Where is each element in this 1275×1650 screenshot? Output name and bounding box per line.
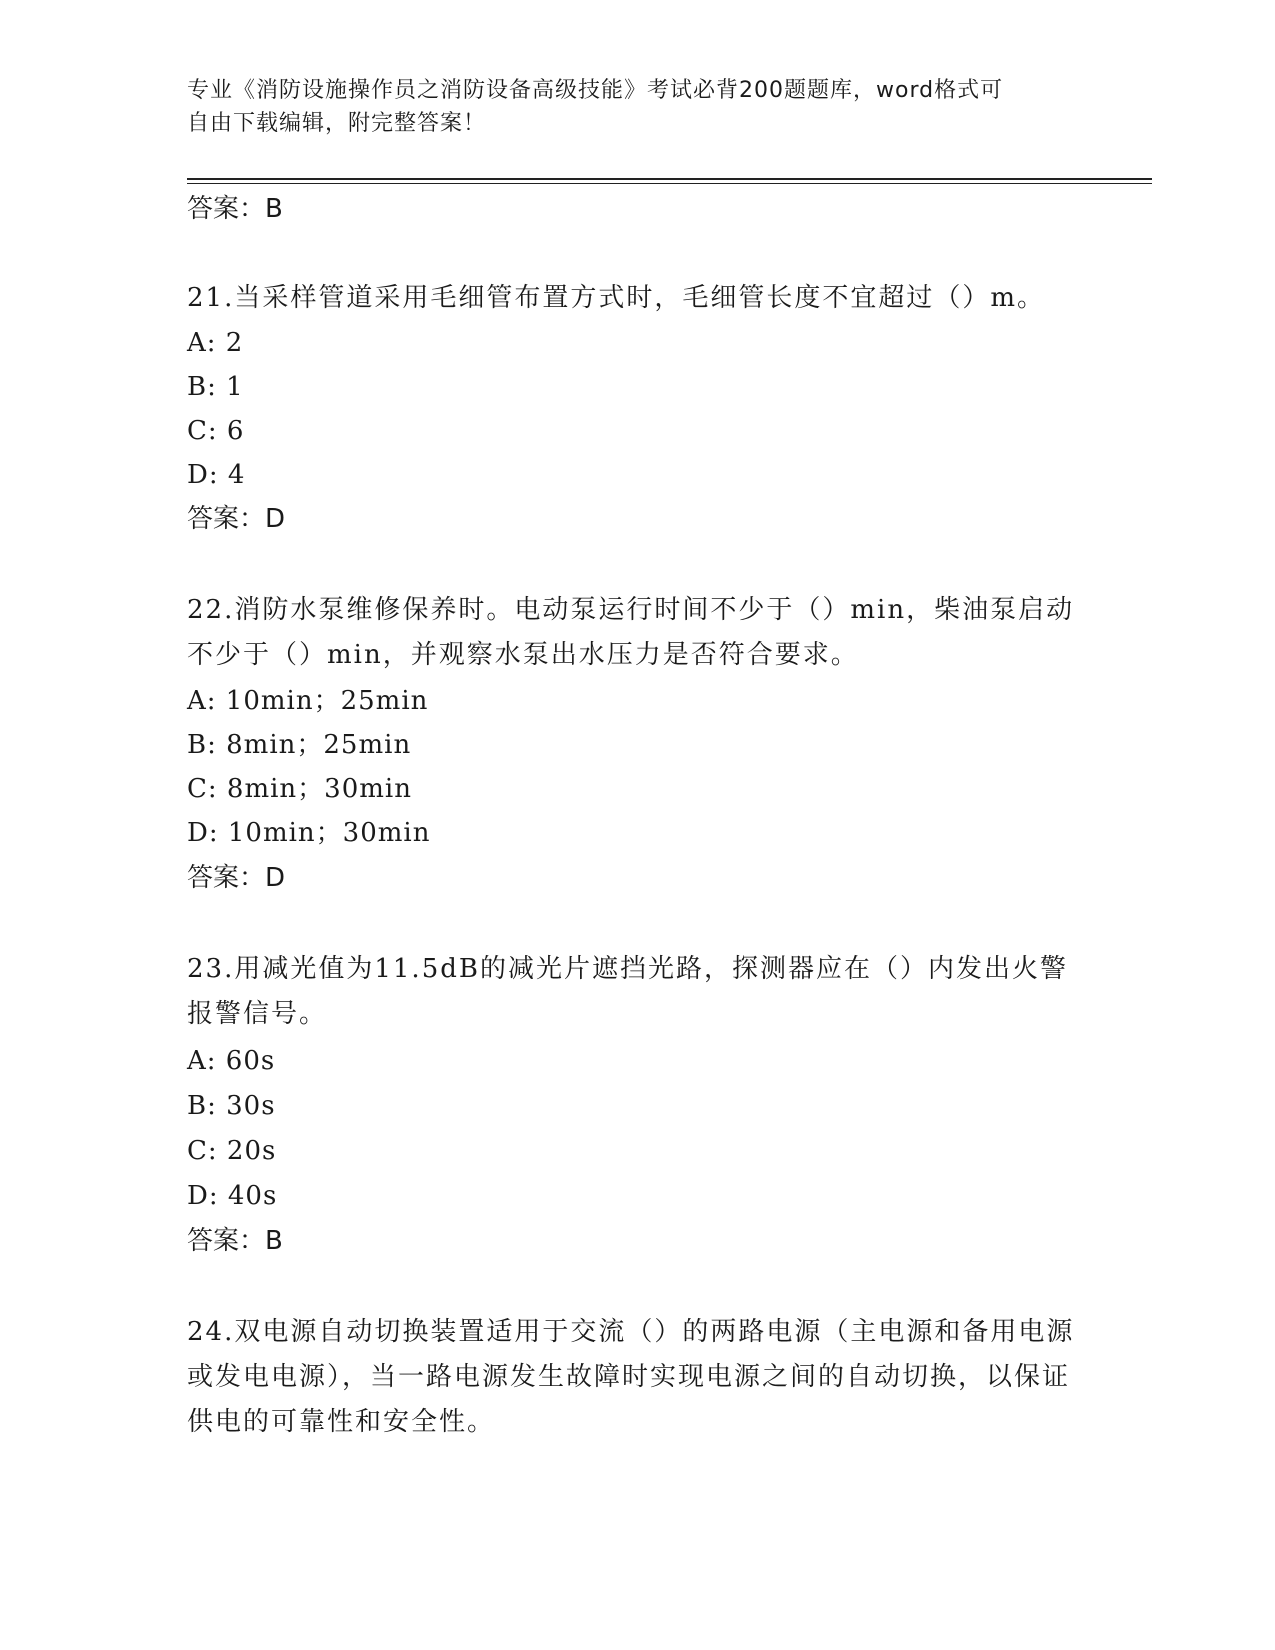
question-23-option-a: A: 60s — [187, 1046, 276, 1076]
question-23-option-c: C: 20s — [187, 1136, 277, 1166]
question-22-option-c: C: 8min；30min — [187, 774, 412, 804]
question-23-option-d: D: 40s — [187, 1181, 278, 1211]
question-22-stem: 22.消防水泵维修保养时。电动泵运行时间不少于（）min，柴油泵启动不少于（）min，并观察水泵出水压力是否符合要求。 — [187, 595, 1075, 670]
question-23-option-b: B: 30s — [187, 1091, 276, 1121]
document-header — [187, 74, 1077, 140]
header-divider-thin — [187, 183, 1152, 184]
answer-q23: 答案：B — [187, 1226, 283, 1256]
question-24-stem: 24.双电源自动切换装置适用于交流（）的两路电源（主电源和备用电源或发电电源），当一路电源发生故障时实现电源之间的自动切换，以保证供电的可靠性和安全性。 — [187, 1317, 1075, 1437]
question-21-option-a: A: 2 — [187, 328, 244, 358]
question-22-option-b: B: 8min；25min — [187, 730, 412, 760]
question-21-option-b: B: 1 — [187, 372, 244, 402]
question-21-option-d: D: 4 — [187, 460, 246, 490]
answer-q20: 答案：B — [187, 194, 283, 224]
question-22-option-d: D: 10min；30min — [187, 818, 431, 848]
answer-q22: 答案：D — [187, 863, 286, 893]
question-23-stem: 23.用减光值为11.5dB的减光片遮挡光路，探测器应在（）内发出火警报警信号。 — [187, 954, 1068, 1029]
header-line-2: 自由下载编辑，附完整答案！ — [187, 111, 487, 136]
header-divider-thick — [187, 178, 1152, 180]
header-line-1: 专业《消防设施操作员之消防设备高级技能》考试必背200题题库，word格式可 — [187, 78, 1004, 103]
answer-q21: 答案：D — [187, 504, 286, 534]
question-21-stem: 21.当采样管道采用毛细管布置方式时，毛细管长度不宜超过（）m。 — [187, 283, 1046, 313]
question-22-option-a: A: 10min；25min — [187, 686, 429, 716]
question-21-option-c: C: 6 — [187, 416, 245, 446]
